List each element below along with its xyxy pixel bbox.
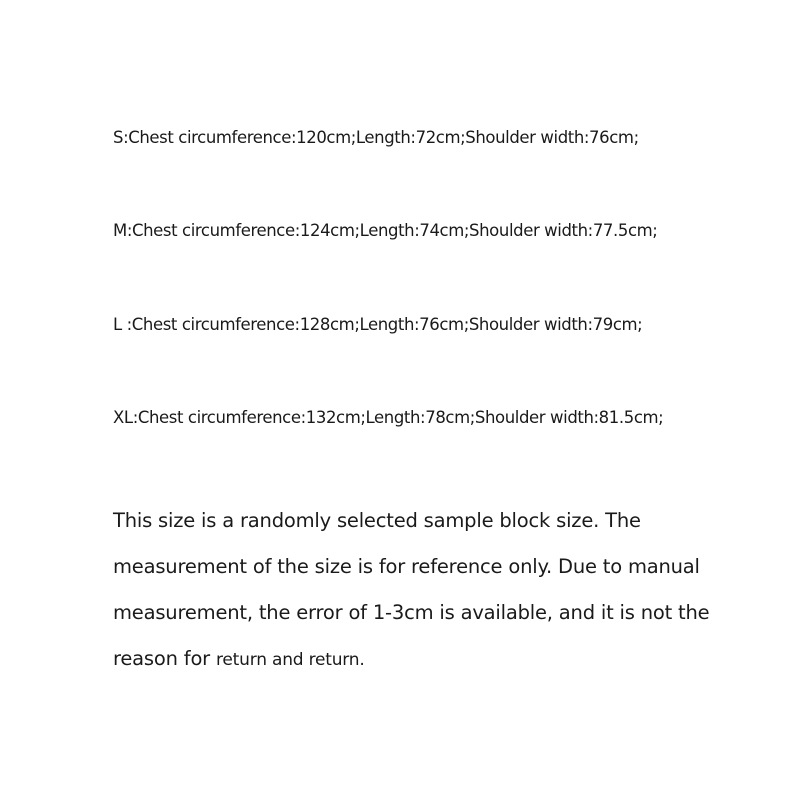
note-line-2: measurement of the size is for reference only. Due to manual (113, 555, 700, 578)
note-line-4 (113, 636, 773, 683)
note-line-4-start: reason for (113, 647, 216, 670)
size-m-line: M:Chest circumference:124cm;Length:74cm;Shoulder width:77.5cm; (113, 221, 658, 240)
size-note (113, 498, 773, 683)
size-l-line: L :Chest circumference:128cm;Length:76cm;Shoulder width:79cm; (113, 315, 643, 334)
size-s-line: S:Chest circumference:120cm;Length:72cm;Shoulder width:76cm; (113, 128, 639, 147)
note-line-1: This size is a randomly selected sample block size. The (113, 509, 641, 532)
note-line-3: measurement, the error of 1-3cm is available, and it is not the (113, 601, 710, 624)
note-line-4-end: return and return. (216, 650, 365, 670)
size-xl-line: XL:Chest circumference:132cm;Length:78cm;Shoulder width:81.5cm; (113, 408, 664, 427)
